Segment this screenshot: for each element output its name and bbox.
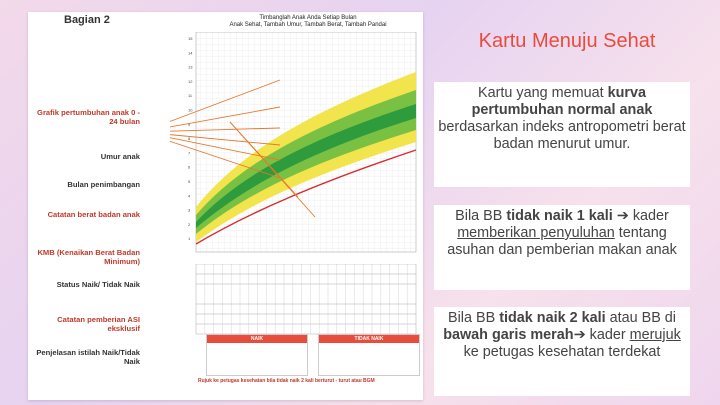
label-penjelasan: Penjelasan istilah Naik/Tidak Naik (36, 348, 140, 366)
label-kmb: KMB (Kenaikan Berat Badan Minimum) (37, 248, 140, 266)
card1-text: Kartu yang memuat (478, 85, 604, 101)
card3-bold: tidak naik 2 kali (499, 310, 606, 326)
arrow-right-icon: ➔ (616, 208, 629, 224)
kms-chart-panel (28, 12, 423, 400)
y-ticks (188, 36, 193, 241)
y-tick-label: 7 (188, 150, 191, 156)
y-tick-label: 5 (188, 179, 191, 184)
y-tick-label: 4 (188, 193, 191, 199)
label-grafik: Grafik pertumbuhan anak 0 - 24 bulan (37, 108, 140, 126)
label-catatan: Catatan berat badan anak (47, 210, 140, 219)
y-tick-label: 9 (188, 121, 191, 127)
tidak-naik-box (318, 334, 420, 376)
card2-rest: tentang asuhan dan pemberian makan anak (447, 225, 677, 258)
y-tick-label: 13 (188, 64, 193, 70)
y-tick-label: 14 (188, 50, 193, 56)
y-tick-label: 10 (188, 107, 193, 113)
card1-rest: berdasarkan indeks antropometri berat badan menurut umur. (438, 119, 686, 152)
card2-prefix: Bila BB (455, 208, 503, 224)
chart-header-line1: Timbanglah Anak Anda Setiap Bulan (259, 15, 357, 21)
chart-header-line2: Anak Sehat, Tambah Umur, Tambah Berat, Tambah Pandai (229, 22, 387, 28)
card3-mid: atau BB di (609, 310, 676, 326)
naik-box-header: NAIK (207, 335, 307, 343)
label-bulan: Bulan penimbangan (67, 180, 140, 189)
y-tick-label: 6 (188, 164, 191, 170)
tidak-naik-box-header: TIDAK NAIK (319, 335, 419, 343)
naik-box (206, 334, 308, 376)
y-tick-label: 15 (188, 36, 193, 41)
chart-header (203, 15, 413, 29)
card1-bold: kurva pertumbuhan normal anak (471, 85, 653, 118)
card3-rest: ke petugas kesehatan terdekat (463, 344, 661, 360)
card2-kader: kader (632, 208, 669, 224)
growth-chart (170, 32, 418, 272)
weighing-table (170, 264, 418, 339)
card-tidak-naik-2 (434, 307, 690, 396)
card-definition (434, 82, 690, 187)
card3-prefix: Bila BB (448, 310, 496, 326)
bottom-note: Rujuk ke petugas kesehatan bila tidak naik 2 kali berturut - turut atau BGM (198, 378, 375, 384)
arrow-right-icon: ➔ (573, 327, 586, 343)
y-tick-label: 12 (188, 78, 193, 84)
card3-underline: merujuk (629, 327, 681, 343)
y-tick-label: 1 (188, 236, 191, 242)
label-status: Status Naik/ Tidak Naik (56, 280, 140, 289)
label-umur: Umur anak (100, 152, 140, 161)
card3-bold2: bawah garis merah (443, 327, 574, 343)
y-tick-label: 11 (188, 93, 193, 99)
y-tick-label: 3 (188, 207, 191, 213)
y-tick-label: 8 (188, 136, 191, 142)
slide-title: Kartu Menuju Sehat (478, 30, 656, 52)
label-asi: Catatan pemberian ASI eksklusif (57, 315, 140, 333)
section-title: Bagian 2 (64, 14, 110, 26)
card-tidak-naik-1 (434, 205, 690, 290)
y-tick-label: 2 (188, 221, 191, 227)
card2-underline: memberikan penyuluhan (457, 225, 615, 241)
card3-kader: kader (589, 327, 626, 343)
card2-bold: tidak naik 1 kali (506, 208, 613, 224)
